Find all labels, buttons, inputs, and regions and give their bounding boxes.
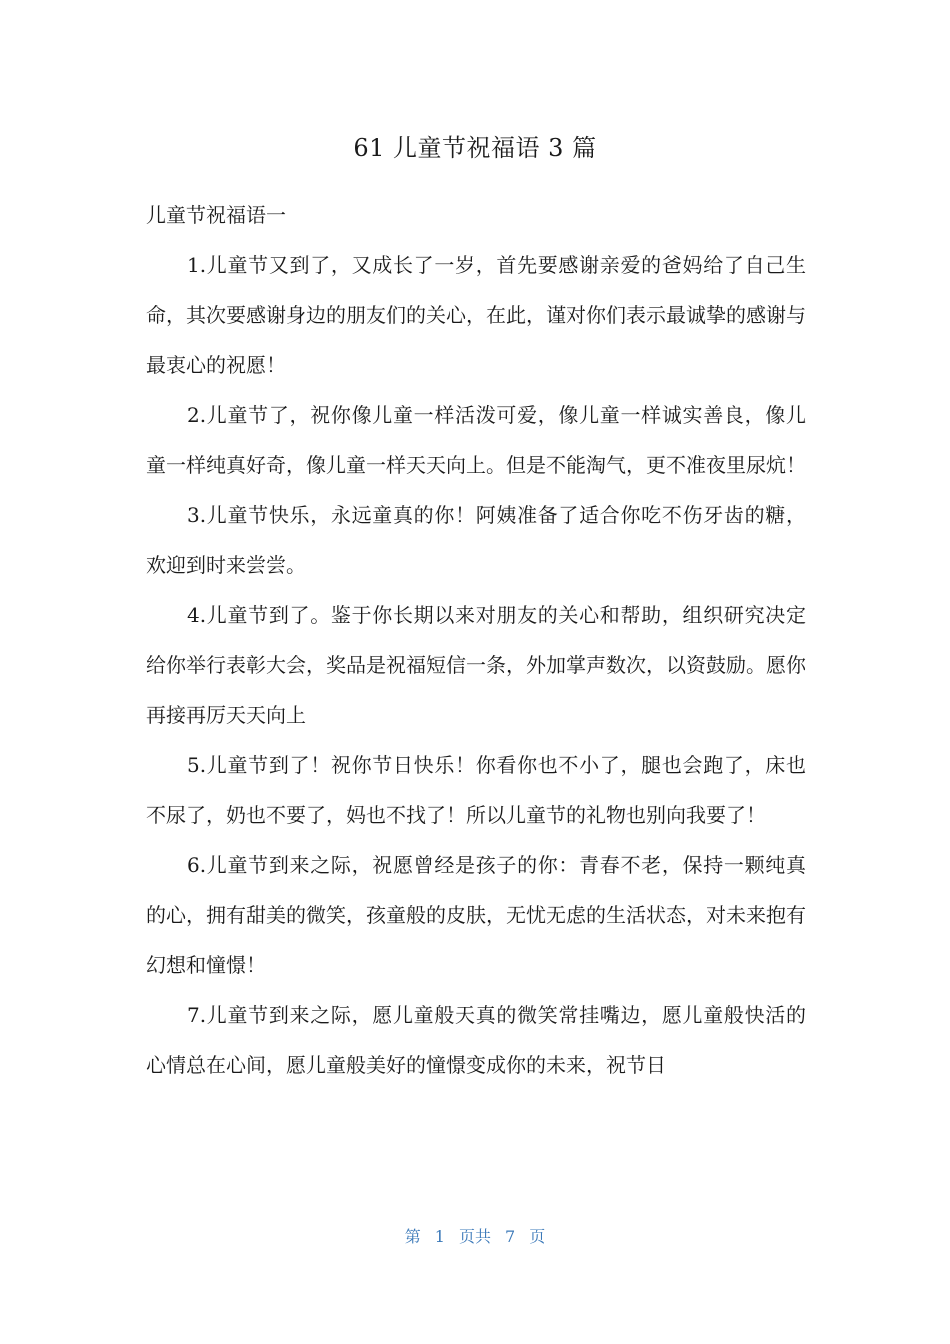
paragraph-5: 5.儿童节到了！祝你节日快乐！你看你也不小了，腿也会跑了，床也不尿了，奶也不要了，妈也不找了！所以儿童节的礼物也别向我要了！: [146, 753, 806, 827]
paragraph-6: 6.儿童节到来之际，祝愿曾经是孩子的你：青春不老，保持一颗纯真的心，拥有甜美的微笑，孩童般的皮肤，无忧无虑的生活状态，对未来抱有幻想和憧憬！: [146, 853, 806, 977]
footer-prefix: 第: [404, 1227, 421, 1246]
paragraph-7: 7.儿童节到来之际，愿儿童般天真的微笑常挂嘴边，愿儿童般快活的心情总在心间，愿儿童般美好的憧憬变成你的未来，祝节日: [146, 1003, 806, 1077]
page-footer: [0, 1224, 950, 1250]
paragraph-2: 2.儿童节了，祝你像儿童一样活泼可爱，像儿童一样诚实善良，像儿童一样纯真好奇，像儿童一样天天向上。但是不能淘气，更不准夜里尿炕！: [146, 403, 806, 477]
document-body: [146, 190, 806, 1090]
footer-suffix: 页: [529, 1227, 546, 1246]
footer-middle: 页共: [458, 1227, 491, 1246]
footer-total-pages: 7: [505, 1227, 516, 1246]
document-title: 61 儿童节祝福语 3 篇: [353, 134, 597, 162]
paragraph-1: 1.儿童节又到了，又成长了一岁，首先要感谢亲爱的爸妈给了自己生命，其次要感谢身边的朋友们的关心，在此，谨对你们表示最诚挚的感谢与最衷心的祝愿！: [146, 253, 806, 377]
footer-page-number: 1: [434, 1227, 445, 1246]
section-heading: 儿童节祝福语一: [146, 203, 286, 227]
paragraph-3: 3.儿童节快乐，永远童真的你！阿姨准备了适合你吃不伤牙齿的糖，欢迎到时来尝尝。: [146, 503, 806, 577]
paragraph-4: 4.儿童节到了。鉴于你长期以来对朋友的关心和帮助，组织研究决定给你举行表彰大会，奖品是祝福短信一条，外加掌声数次，以资鼓励。愿你再接再厉天天向上: [146, 603, 806, 727]
